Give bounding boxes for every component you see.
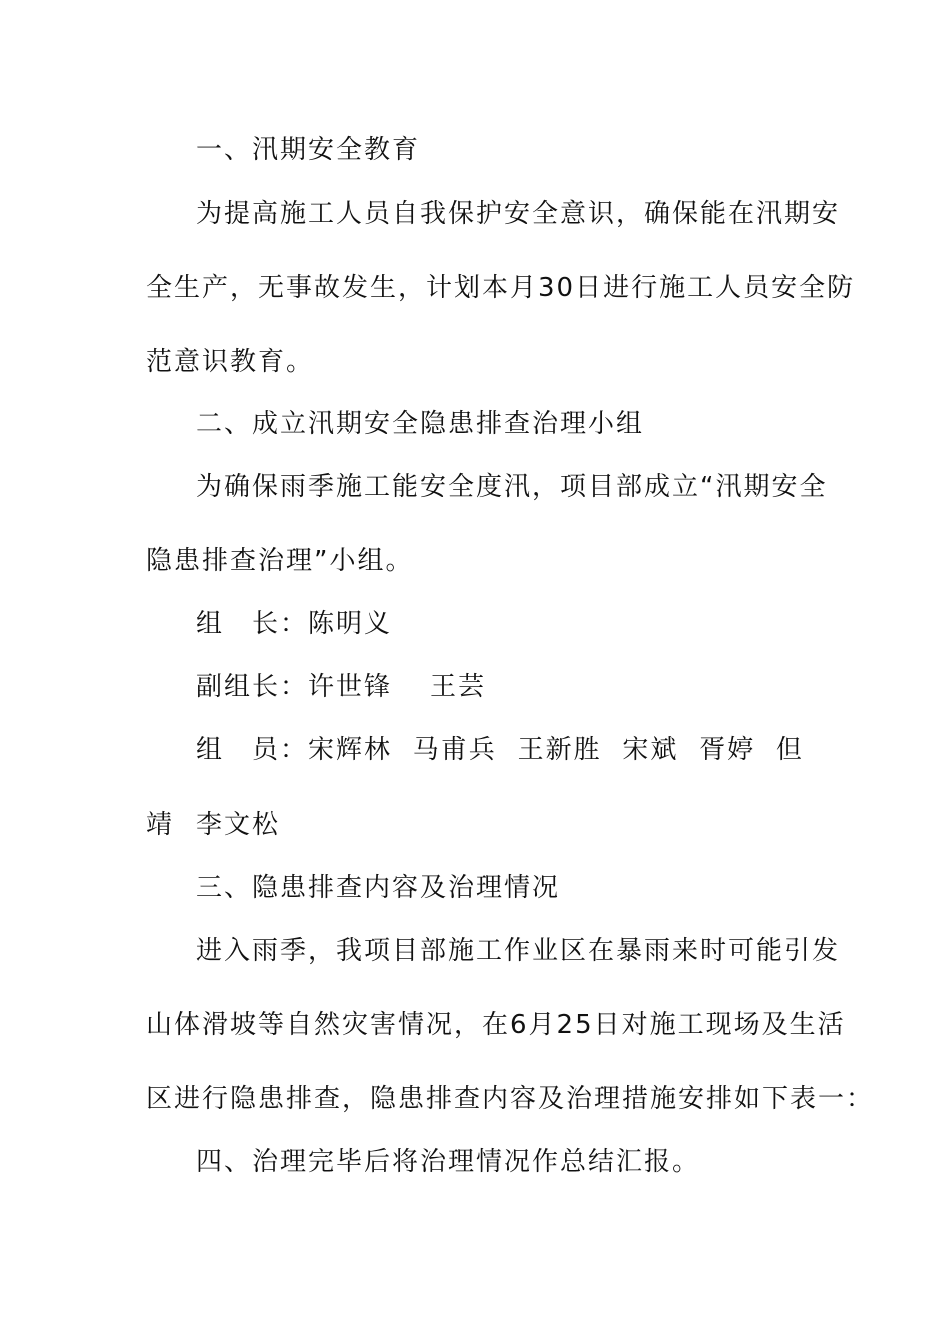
group-leader-name: 陈明义: [308, 609, 393, 639]
deputy-leader-label: 副组长：: [196, 672, 309, 702]
section-2-paragraph-line-1: 为确保雨季施工能安全度汛，项目部成立“汛期安全: [196, 472, 828, 502]
members-row-2: [146, 808, 280, 842]
members-label: [196, 733, 392, 767]
member-name-part: 靖: [146, 810, 175, 840]
deputy-leader-row: [196, 670, 486, 704]
group-leader-label: 组 长：: [196, 609, 309, 639]
section-1-paragraph-line-3: 范意识教育。: [146, 347, 315, 377]
section-3-paragraph-line-1: 进入雨季，我项目部施工作业区在暴雨来时可能引发: [196, 936, 841, 966]
members-label-text: 组 员：: [196, 735, 309, 765]
section-3-heading: 三、隐患排查内容及治理情况: [196, 873, 561, 903]
member-name: 宋辉林: [308, 735, 393, 765]
members-row-1: [196, 733, 804, 767]
member-name: 王新胜: [517, 735, 602, 765]
section-2-heading: 二、成立汛期安全隐患排查治理小组: [196, 409, 645, 439]
section-1-paragraph-line-2: 全生产，无事故发生，计划本月30日进行施工人员安全防: [146, 273, 856, 303]
member-name: 胥婷: [699, 735, 756, 765]
group-leader-row: [196, 607, 392, 641]
section-3-paragraph-line-2: 山体滑坡等自然灾害情况，在6月25日对施工现场及生活: [146, 1010, 846, 1040]
member-name: 李文松: [196, 810, 281, 840]
member-name: 宋斌: [622, 735, 679, 765]
section-4-heading: 四、治理完毕后将治理情况作总结汇报。: [196, 1147, 701, 1177]
deputy-leader-name: 王芸: [430, 672, 487, 702]
deputy-leader-name: 许世锋: [308, 672, 393, 702]
section-1-heading: 一、汛期安全教育: [196, 135, 421, 165]
member-name: 马甫兵: [412, 735, 497, 765]
section-3-paragraph-line-3: 区进行隐患排查，隐患排查内容及治理措施安排如下表一：: [146, 1084, 875, 1114]
section-1-paragraph-line-1: 为提高施工人员自我保护安全意识，确保能在汛期安: [196, 199, 841, 229]
member-name-part: 但: [775, 735, 804, 765]
section-2-paragraph-line-2: 隐患排查治理”小组。: [146, 546, 414, 576]
